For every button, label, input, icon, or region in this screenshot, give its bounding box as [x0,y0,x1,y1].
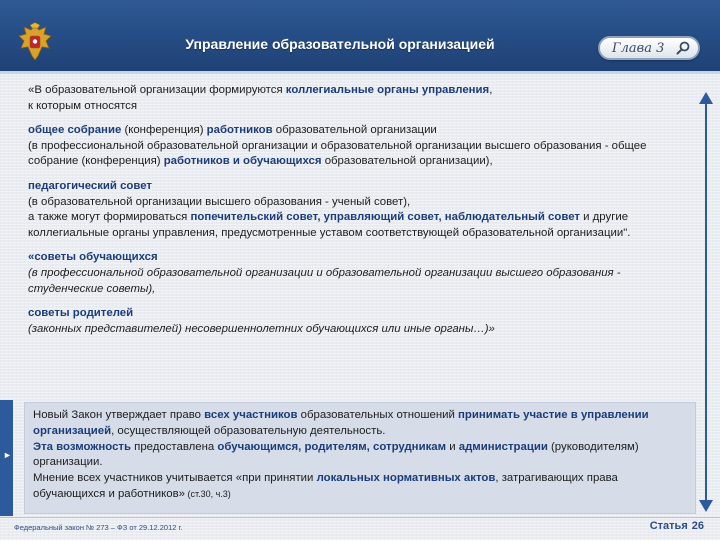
chapter-label: Глава 3 [612,40,665,56]
text-fragment: и другие коллегиальные органы управления, предусмотренные уставом соответствующей образовательной организации". [28,211,631,239]
text-fragment: «В образовательной организации формируются [28,84,286,96]
text-fragment: а также могут формироваться [28,211,191,224]
highlight-fragment: работников и обучающихся [163,155,322,168]
law-quote-text [28,83,696,346]
highlight-fragment: попечительский совет, управляющий совет, наблюдательный совет [190,211,580,224]
text-fragment: образовательных отношений [297,409,459,421]
text-fragment: и [446,440,459,453]
highlight-fragment: педагогический совет [28,179,152,192]
text-fragment: образовательной организации [272,124,437,137]
paragraph-2 [28,123,696,170]
chapter-search-box[interactable] [598,36,700,60]
coat-of-arms-icon [16,22,54,62]
highlight-fragment: «советы обучающихся [28,251,158,264]
text-fragment: , [489,84,493,96]
text-fragment: Мнение всех участников учитывается «при принятии [33,472,317,485]
text-fragment: (в образовательной организации высшего образования - ученый совет), [28,195,411,208]
article-reference: (ст.30, ч.3) [184,488,231,499]
article-label: Статья [649,520,688,532]
text-fragment: Новый Закон утверждает право [33,409,205,421]
highlight-fragment: локальных нормативных актов [316,472,496,485]
paragraph-5 [28,306,696,337]
text-fragment: (законных представителей) несовершеннолетних обучающихся или иные органы…)» [28,322,495,335]
highlight-fragment: принимать участие в управлении организацией [33,409,649,437]
text-fragment: (руководителям) организации. [33,440,639,469]
scrollbar[interactable] [699,92,713,512]
info-left-bar [0,400,13,516]
text-fragment: , осуществляющей образовательную деятельность. [111,424,386,437]
search-icon[interactable] [676,41,690,55]
highlight-fragment: советы родителей [28,307,134,320]
header-bar [0,0,720,74]
highlight-fragment: администрации [458,440,548,453]
scroll-down-arrow-icon [699,500,713,512]
text-fragment: , затрагивающих права обучающихся и работников» [33,472,618,500]
highlight-fragment: коллегиальные органы управления [285,84,490,96]
highlight-fragment: Эта возможность [33,440,131,453]
highlight-fragment: общее собрание [28,124,122,137]
highlight-fragment: всех участников [204,409,298,421]
text-fragment: к которым относятся [28,99,138,112]
paragraph-1 [28,83,696,114]
highlight-fragment: работников [206,124,273,137]
article-number: 26 [691,520,704,532]
scroll-track-line [705,104,707,500]
text-fragment: (в профессиональной образовательной организации и образовательной организации высшего образования - студенческие советы), [28,266,621,295]
text-fragment: (конференция) [121,124,207,137]
paragraph-4 [28,250,696,297]
text-fragment: предоставлена [130,440,218,453]
highlight-fragment: обучающимся, родителям, сотрудникам [217,440,447,453]
scroll-up-arrow-icon [699,92,713,104]
footer-law-reference: Федеральный закон № 273 – ФЗ от 29.12.2012 г. [14,523,183,532]
pointer-right-icon: ► [3,450,12,460]
info-box [24,402,696,514]
text-fragment: (в профессиональной образовательной организации и образовательной организации высшего образования - общее собрание (конференция) [28,139,647,168]
page-title: Управление образовательной организацией [185,36,495,52]
footer-article [646,520,704,532]
paragraph-3 [28,179,696,241]
text-fragment: образовательной организации), [321,155,493,168]
footer-divider [0,517,720,518]
